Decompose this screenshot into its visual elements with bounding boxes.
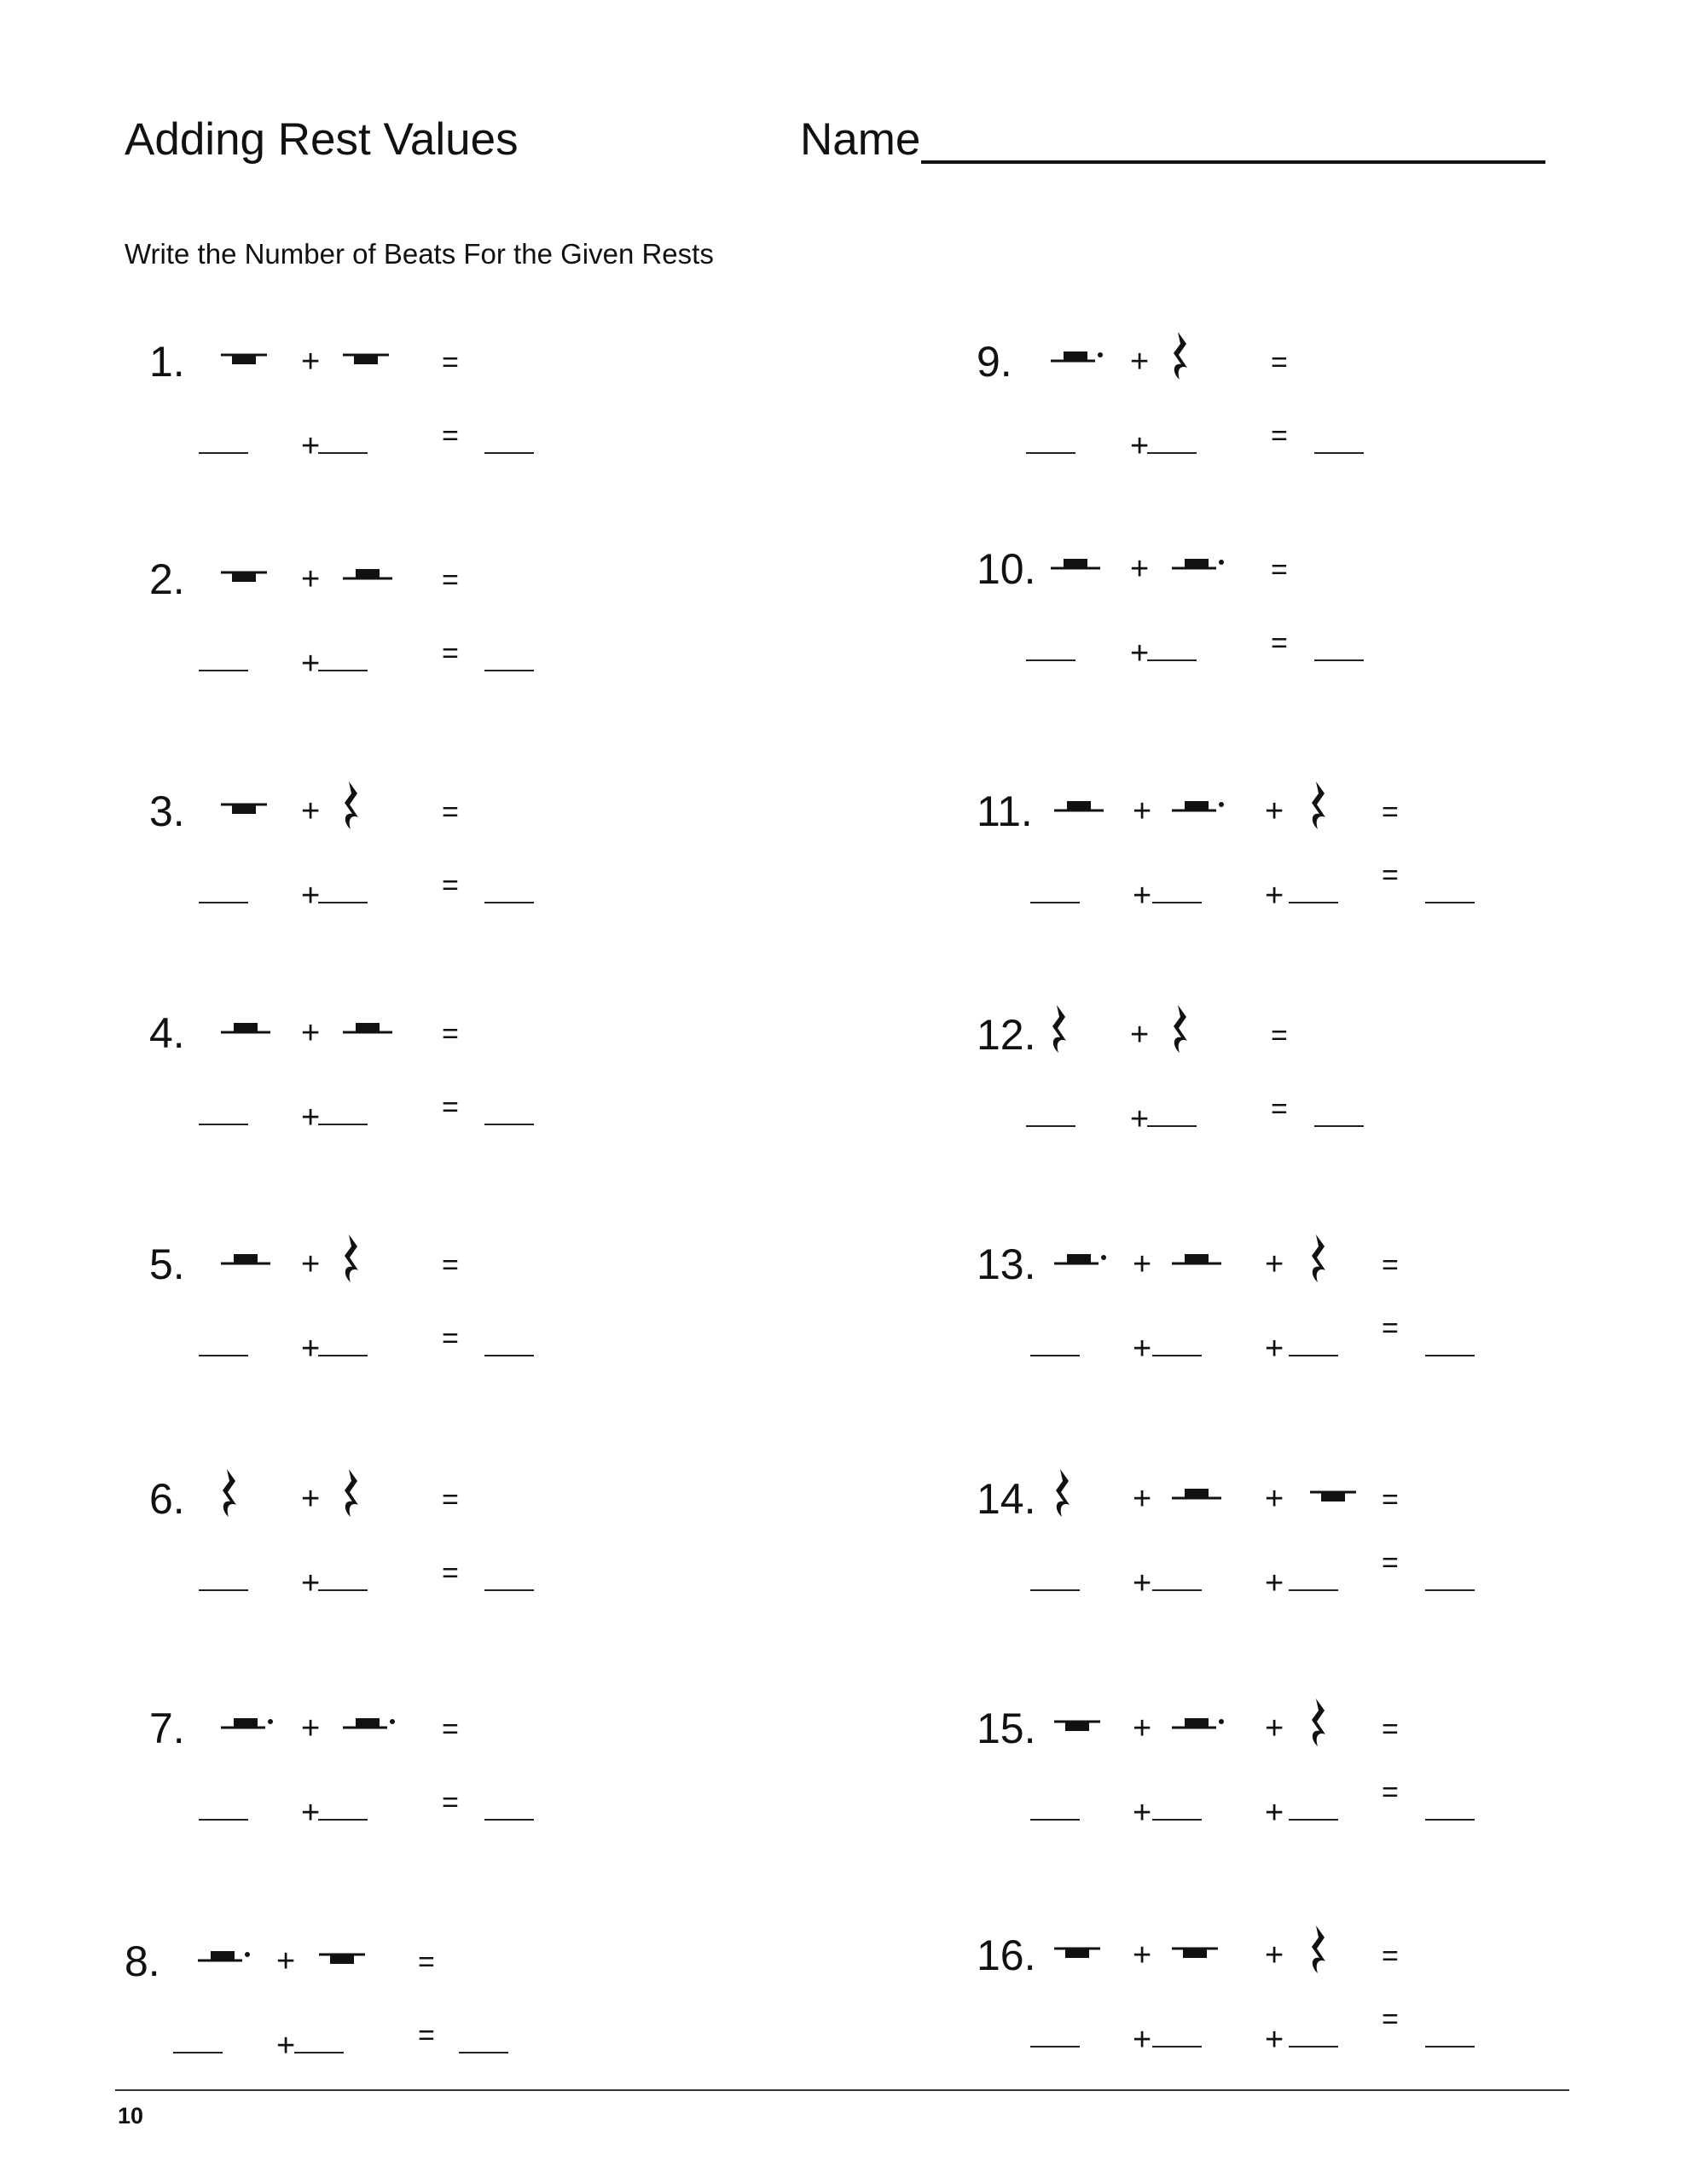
problem-8-beat-blank[interactable] bbox=[294, 2052, 344, 2053]
problem-10-beat-blank[interactable] bbox=[1026, 659, 1075, 661]
half-rest-icon bbox=[219, 1250, 272, 1275]
problem-15-plus: + bbox=[1265, 1711, 1284, 1746]
quarter-rest-icon bbox=[1308, 780, 1329, 840]
whole-rest-icon bbox=[1170, 1946, 1220, 1971]
problem-3-beat-blank[interactable] bbox=[199, 902, 248, 903]
problem-10-plus: + bbox=[1130, 636, 1150, 671]
problem-9-equals: = bbox=[1271, 346, 1288, 379]
problem-9-beat-blank[interactable] bbox=[1026, 452, 1075, 454]
problem-10-answer-blank[interactable] bbox=[1314, 659, 1364, 661]
problem-1-equals: = bbox=[442, 346, 459, 379]
problem-14-plus: + bbox=[1133, 1481, 1152, 1517]
problem-4-equals: = bbox=[442, 1091, 459, 1124]
problem-1-plus: + bbox=[301, 344, 321, 380]
quarter-rest-icon bbox=[1052, 1467, 1073, 1528]
problem-15-equals: = bbox=[1382, 1713, 1399, 1745]
quarter-rest-icon bbox=[1308, 1697, 1329, 1757]
problem-16-beat-blank[interactable] bbox=[1289, 2046, 1338, 2048]
problem-2-beat-blank[interactable] bbox=[199, 670, 248, 671]
problem-4-equals: = bbox=[442, 1018, 459, 1050]
problem-16-equals: = bbox=[1382, 1940, 1399, 1972]
dotted-half-rest-icon bbox=[341, 1714, 401, 1739]
problem-16-plus: + bbox=[1133, 1937, 1152, 1973]
problem-15-answer-blank[interactable] bbox=[1425, 1819, 1475, 1821]
problem-14-plus: + bbox=[1133, 1565, 1152, 1601]
problem-13-plus: + bbox=[1265, 1246, 1284, 1282]
problem-13-number: 13. bbox=[977, 1240, 1036, 1288]
problem-3-plus: + bbox=[301, 793, 321, 829]
problem-15-number: 15. bbox=[977, 1705, 1036, 1752]
problem-8-number: 8. bbox=[125, 1937, 160, 1985]
problem-2-plus: + bbox=[301, 646, 321, 682]
problem-1-beat-blank[interactable] bbox=[199, 452, 248, 454]
dotted-half-rest-icon bbox=[1049, 347, 1109, 372]
problem-3-beat-blank[interactable] bbox=[318, 902, 368, 903]
problem-8-equals: = bbox=[418, 1946, 435, 1978]
problem-14-beat-blank[interactable] bbox=[1152, 1589, 1202, 1591]
problem-14-plus: + bbox=[1265, 1565, 1284, 1601]
problem-2-plus: + bbox=[301, 561, 321, 597]
problem-2-answer-blank[interactable] bbox=[484, 670, 534, 671]
dotted-half-rest-icon bbox=[1170, 1714, 1230, 1739]
problem-16-plus: + bbox=[1133, 2022, 1152, 2058]
whole-rest-icon bbox=[219, 570, 269, 595]
half-rest-icon bbox=[1049, 555, 1102, 579]
problem-6-answer-blank[interactable] bbox=[484, 1589, 534, 1591]
problem-6-equals: = bbox=[442, 1484, 459, 1516]
problem-12-answer-blank[interactable] bbox=[1314, 1125, 1364, 1127]
quarter-rest-icon bbox=[1049, 1003, 1070, 1064]
problem-7-plus: + bbox=[301, 1711, 321, 1746]
quarter-rest-icon bbox=[1308, 1233, 1329, 1293]
whole-rest-icon bbox=[1052, 1946, 1102, 1971]
problem-6-beat-blank[interactable] bbox=[318, 1589, 368, 1591]
problem-12-plus: + bbox=[1130, 1101, 1150, 1137]
problem-14-number: 14. bbox=[977, 1475, 1036, 1523]
problem-3-equals: = bbox=[442, 869, 459, 902]
problem-8-equals: = bbox=[418, 2019, 435, 2052]
problem-13-beat-blank[interactable] bbox=[1152, 1355, 1202, 1356]
problem-7-equals: = bbox=[442, 1713, 459, 1745]
problem-16-equals: = bbox=[1382, 2003, 1399, 2036]
footer-divider bbox=[115, 2089, 1569, 2091]
problem-5-number: 5. bbox=[149, 1240, 185, 1288]
dotted-half-rest-icon bbox=[219, 1714, 279, 1739]
quarter-rest-icon bbox=[341, 1233, 362, 1293]
problem-8-answer-blank[interactable] bbox=[459, 2052, 508, 2053]
problem-3-answer-blank[interactable] bbox=[484, 902, 534, 903]
name-input-line[interactable] bbox=[921, 160, 1545, 164]
quarter-rest-icon bbox=[1170, 1003, 1191, 1064]
problem-15-equals: = bbox=[1382, 1776, 1399, 1809]
problem-7-plus: + bbox=[301, 1795, 321, 1831]
problem-5-beat-blank[interactable] bbox=[199, 1355, 248, 1356]
problem-5-plus: + bbox=[301, 1246, 321, 1282]
problem-4-plus: + bbox=[301, 1100, 321, 1136]
problem-11-plus: + bbox=[1265, 878, 1284, 914]
problem-2-number: 2. bbox=[149, 555, 185, 603]
whole-rest-icon bbox=[317, 1952, 367, 1977]
name-label: Name bbox=[800, 114, 921, 165]
half-rest-icon bbox=[219, 1019, 272, 1043]
problem-1-beat-blank[interactable] bbox=[318, 452, 368, 454]
problem-9-number: 9. bbox=[977, 338, 1012, 386]
problem-11-beat-blank[interactable] bbox=[1152, 902, 1202, 903]
problem-15-plus: + bbox=[1133, 1711, 1152, 1746]
problem-13-answer-blank[interactable] bbox=[1425, 1355, 1475, 1356]
half-rest-icon bbox=[1170, 1484, 1223, 1509]
problem-11-equals: = bbox=[1382, 859, 1399, 892]
problem-12-equals: = bbox=[1271, 1019, 1288, 1052]
problem-10-equals: = bbox=[1271, 627, 1288, 659]
problem-12-equals: = bbox=[1271, 1093, 1288, 1125]
problem-11-plus: + bbox=[1133, 878, 1152, 914]
problem-16-beat-blank[interactable] bbox=[1030, 2046, 1080, 2048]
quarter-rest-icon bbox=[341, 780, 362, 840]
problem-6-plus: + bbox=[301, 1565, 321, 1601]
problem-9-plus: + bbox=[1130, 344, 1150, 380]
problem-2-beat-blank[interactable] bbox=[318, 670, 368, 671]
quarter-rest-icon bbox=[1170, 330, 1191, 391]
dotted-half-rest-icon bbox=[1170, 555, 1230, 579]
half-rest-icon bbox=[341, 1019, 394, 1043]
problem-16-number: 16. bbox=[977, 1931, 1036, 1979]
page-number: 10 bbox=[118, 2103, 144, 2129]
problem-16-answer-blank[interactable] bbox=[1425, 2046, 1475, 2048]
problem-4-beat-blank[interactable] bbox=[318, 1124, 368, 1125]
problem-3-plus: + bbox=[301, 878, 321, 914]
problem-11-plus: + bbox=[1133, 793, 1152, 829]
problem-3-equals: = bbox=[442, 796, 459, 828]
problem-13-plus: + bbox=[1265, 1331, 1284, 1367]
problem-16-beat-blank[interactable] bbox=[1152, 2046, 1202, 2048]
problem-15-beat-blank[interactable] bbox=[1030, 1819, 1080, 1821]
problem-11-beat-blank[interactable] bbox=[1030, 902, 1080, 903]
problem-5-answer-blank[interactable] bbox=[484, 1355, 534, 1356]
half-rest-icon bbox=[1170, 1250, 1223, 1275]
problem-16-plus: + bbox=[1265, 1937, 1284, 1973]
quarter-rest-icon bbox=[341, 1467, 362, 1528]
problem-12-beat-blank[interactable] bbox=[1026, 1125, 1075, 1127]
quarter-rest-icon bbox=[219, 1467, 240, 1528]
problem-3-number: 3. bbox=[149, 787, 185, 835]
problem-7-beat-blank[interactable] bbox=[318, 1819, 368, 1821]
problem-7-equals: = bbox=[442, 1786, 459, 1819]
problem-9-plus: + bbox=[1130, 428, 1150, 464]
dotted-half-rest-icon bbox=[1170, 797, 1230, 822]
whole-rest-icon bbox=[219, 352, 269, 377]
problem-2-equals: = bbox=[442, 564, 459, 596]
problem-5-plus: + bbox=[301, 1331, 321, 1367]
problem-6-beat-blank[interactable] bbox=[199, 1589, 248, 1591]
problem-14-beat-blank[interactable] bbox=[1289, 1589, 1338, 1591]
worksheet-title: Adding Rest Values bbox=[125, 114, 519, 165]
whole-rest-icon bbox=[1052, 1719, 1102, 1744]
problem-1-answer-blank[interactable] bbox=[484, 452, 534, 454]
problem-1-plus: + bbox=[301, 428, 321, 464]
problem-8-plus: + bbox=[276, 2028, 296, 2064]
problem-1-equals: = bbox=[442, 420, 459, 452]
problem-11-number: 11. bbox=[977, 787, 1033, 835]
problem-6-equals: = bbox=[442, 1557, 459, 1589]
problem-5-equals: = bbox=[442, 1322, 459, 1355]
instructions: Write the Number of Beats For the Given Rests bbox=[125, 238, 714, 270]
problem-14-plus: + bbox=[1265, 1481, 1284, 1517]
problem-4-beat-blank[interactable] bbox=[199, 1124, 248, 1125]
quarter-rest-icon bbox=[1308, 1924, 1329, 1984]
half-rest-icon bbox=[341, 565, 394, 590]
problem-10-equals: = bbox=[1271, 554, 1288, 586]
half-rest-icon bbox=[1052, 797, 1105, 822]
problem-7-answer-blank[interactable] bbox=[484, 1819, 534, 1821]
problem-7-beat-blank[interactable] bbox=[199, 1819, 248, 1821]
problem-13-beat-blank[interactable] bbox=[1030, 1355, 1080, 1356]
problem-6-plus: + bbox=[301, 1481, 321, 1517]
whole-rest-icon bbox=[1308, 1490, 1358, 1514]
problem-9-beat-blank[interactable] bbox=[1147, 452, 1197, 454]
problem-12-number: 12. bbox=[977, 1011, 1036, 1059]
problem-4-number: 4. bbox=[149, 1009, 185, 1057]
problem-14-equals: = bbox=[1382, 1547, 1399, 1579]
problem-10-number: 10. bbox=[977, 545, 1036, 593]
problem-11-answer-blank[interactable] bbox=[1425, 902, 1475, 903]
problem-10-beat-blank[interactable] bbox=[1147, 659, 1197, 661]
problem-4-plus: + bbox=[301, 1015, 321, 1051]
problem-14-answer-blank[interactable] bbox=[1425, 1589, 1475, 1591]
problem-16-plus: + bbox=[1265, 2022, 1284, 2058]
problem-13-equals: = bbox=[1382, 1312, 1399, 1345]
problem-8-plus: + bbox=[276, 1943, 296, 1979]
problem-7-number: 7. bbox=[149, 1705, 185, 1752]
problem-11-beat-blank[interactable] bbox=[1289, 902, 1338, 903]
problem-13-beat-blank[interactable] bbox=[1289, 1355, 1338, 1356]
problem-12-plus: + bbox=[1130, 1017, 1150, 1053]
problem-1-number: 1. bbox=[149, 338, 185, 386]
problem-13-plus: + bbox=[1133, 1331, 1152, 1367]
problem-13-plus: + bbox=[1133, 1246, 1152, 1282]
dotted-half-rest-icon bbox=[1052, 1250, 1112, 1275]
problem-9-answer-blank[interactable] bbox=[1314, 452, 1364, 454]
whole-rest-icon bbox=[219, 802, 269, 827]
problem-15-plus: + bbox=[1133, 1795, 1152, 1831]
problem-13-equals: = bbox=[1382, 1249, 1399, 1281]
whole-rest-icon bbox=[341, 352, 391, 377]
problem-9-equals: = bbox=[1271, 420, 1288, 452]
problem-6-number: 6. bbox=[149, 1475, 185, 1523]
problem-5-beat-blank[interactable] bbox=[318, 1355, 368, 1356]
problem-15-beat-blank[interactable] bbox=[1289, 1819, 1338, 1821]
problem-14-beat-blank[interactable] bbox=[1030, 1589, 1080, 1591]
problem-14-equals: = bbox=[1382, 1484, 1399, 1516]
problem-4-answer-blank[interactable] bbox=[484, 1124, 534, 1125]
dotted-half-rest-icon bbox=[196, 1947, 256, 1972]
problem-10-plus: + bbox=[1130, 551, 1150, 587]
problem-8-beat-blank[interactable] bbox=[173, 2052, 223, 2053]
problem-11-plus: + bbox=[1265, 793, 1284, 829]
problem-5-equals: = bbox=[442, 1249, 459, 1281]
problem-12-beat-blank[interactable] bbox=[1147, 1125, 1197, 1127]
problem-11-equals: = bbox=[1382, 796, 1399, 828]
problem-15-beat-blank[interactable] bbox=[1152, 1819, 1202, 1821]
problem-2-equals: = bbox=[442, 637, 459, 670]
problem-15-plus: + bbox=[1265, 1795, 1284, 1831]
